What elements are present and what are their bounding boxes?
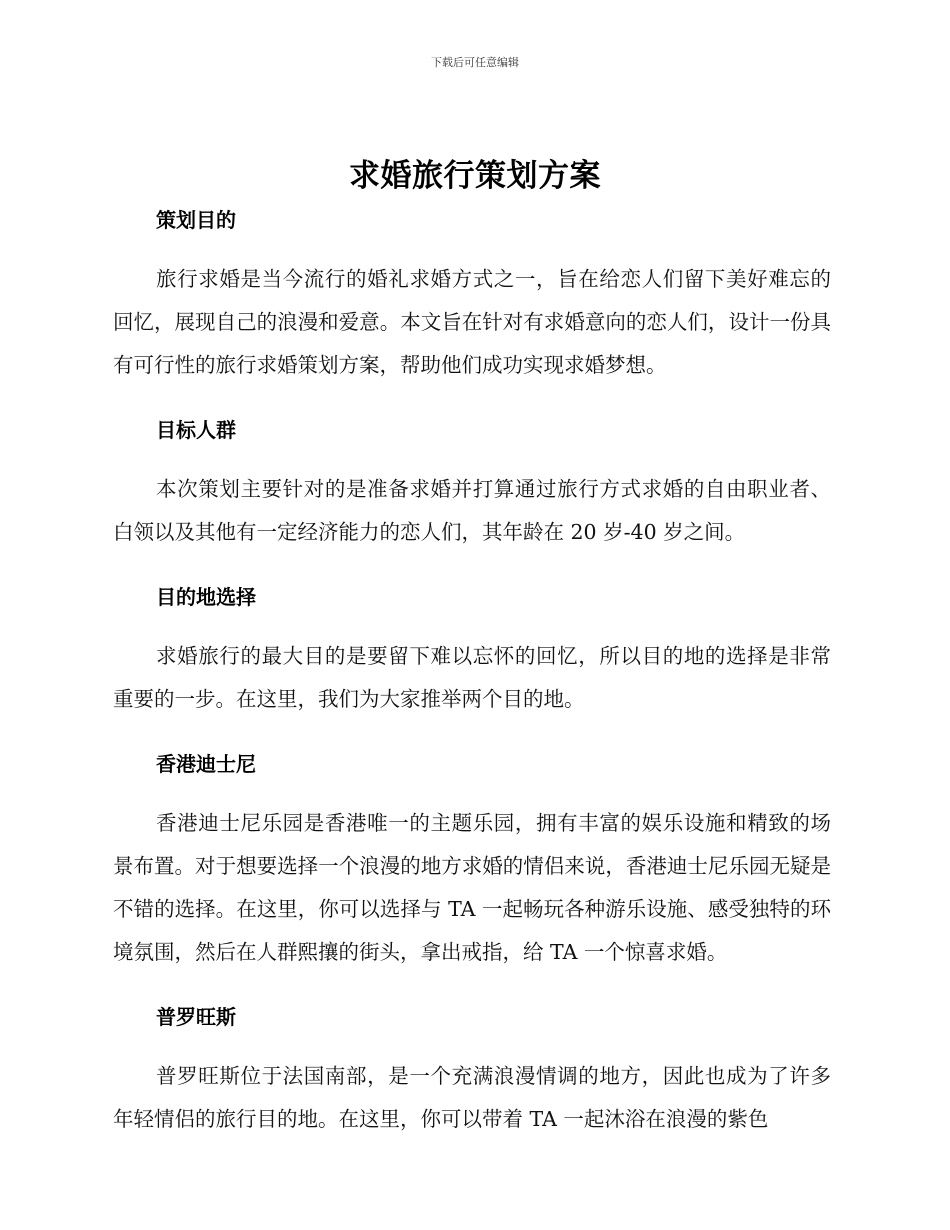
document-body <box>113 198 831 1162</box>
section-heading-hong-kong-disney: 香港迪士尼 <box>156 752 256 776</box>
section-heading-target-audience: 目标人群 <box>156 418 236 442</box>
section-paragraph-destination: 求婚旅行的最大目的是要留下难以忘怀的回忆，所以目的地的选择是非常重要的一步。在这里，我们为大家推举两个目的地。 <box>113 644 831 711</box>
header-note: 下载后可任意编辑 <box>431 56 519 69</box>
section-paragraph-purpose: 旅行求婚是当今流行的婚礼求婚方式之一，旨在给恋人们留下美好难忘的回忆，展现自己的浪漫和爱意。本文旨在针对有求婚意向的恋人们，设计一份具有可行性的旅行求婚策划方案，帮助他们成功实现求婚梦想。 <box>113 267 831 377</box>
section-paragraph-target-audience: 本次策划主要针对的是准备求婚并打算通过旅行方式求婚的自由职业者、白领以及其他有一定经济能力的恋人们，其年龄在 20 岁-40 岁之间。 <box>113 477 831 544</box>
section-heading-purpose: 策划目的 <box>156 208 236 232</box>
section-paragraph-hong-kong-disney: 香港迪士尼乐园是香港唯一的主题乐园，拥有丰富的娱乐设施和精致的场景布置。对于想要选择一个浪漫的地方求婚的情侣来说，香港迪士尼乐园无疑是不错的选择。在这里，你可以选择与 TA 一起畅玩各种游乐设施、感受独特的环境氛围，然后在人群熙攘的街头，拿出戒指，给 TA 一个惊喜求婚。 <box>113 811 831 964</box>
document-title: 求婚旅行策划方案 <box>349 158 601 194</box>
section-heading-provence: 普罗旺斯 <box>156 1005 236 1029</box>
section-paragraph-provence: 普罗旺斯位于法国南部，是一个充满浪漫情调的地方，因此也成为了许多年轻情侣的旅行目的地。在这里，你可以带着 TA 一起沐浴在浪漫的紫色 <box>113 1064 831 1131</box>
section-heading-destination: 目的地选择 <box>156 585 256 609</box>
